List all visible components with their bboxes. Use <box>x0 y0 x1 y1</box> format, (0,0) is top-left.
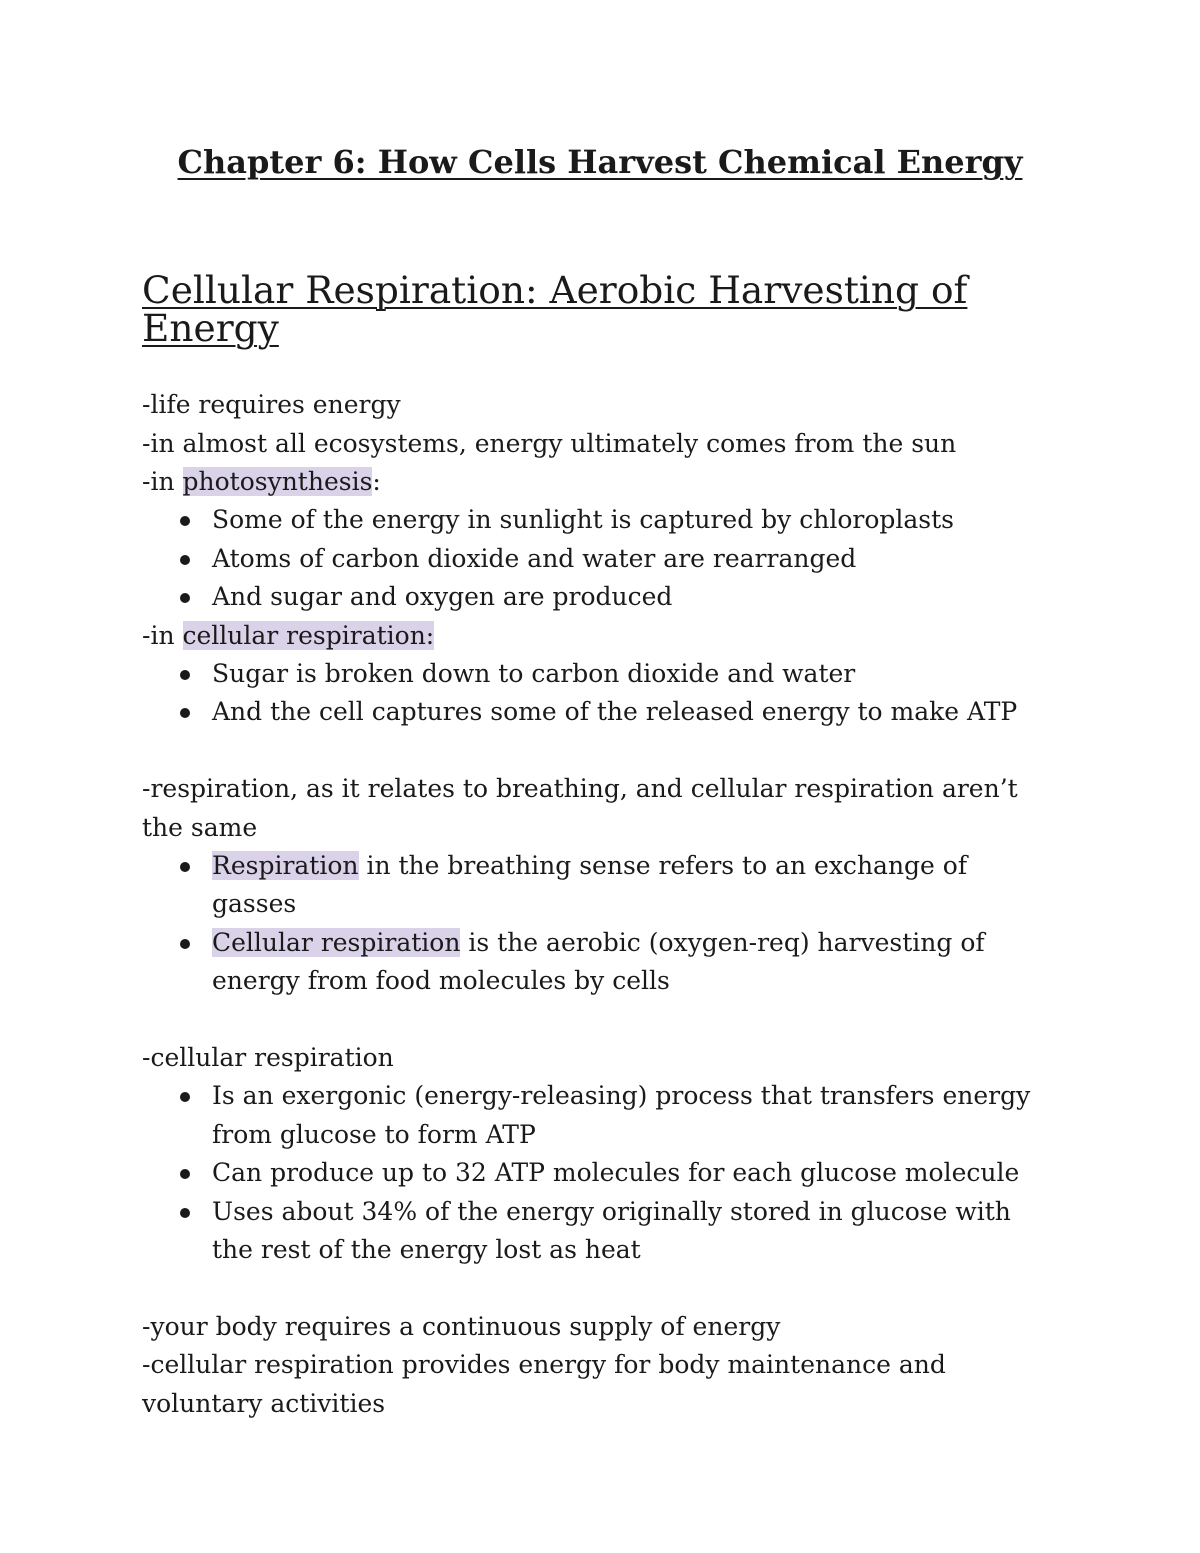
text-fragment: -in <box>142 620 183 650</box>
list-item <box>142 1077 1042 1154</box>
highlighted-term: cellular respiration: <box>182 620 435 650</box>
bullet-icon <box>180 593 190 603</box>
list-item-text: Atoms of carbon dioxide and water are rearranged <box>212 543 857 573</box>
bullet-icon <box>180 670 190 680</box>
text-line: -in almost all ecosystems, energy ultimately comes from the sun <box>142 428 957 458</box>
text-fragment: : <box>372 467 381 497</box>
highlighted-term: photosynthesis <box>182 467 373 497</box>
list-item <box>142 924 1042 1001</box>
list-item-text: Uses about 34% of the energy originally stored in glucose with the rest of the energy lost as heat <box>212 1196 1011 1265</box>
highlighted-term: Respiration <box>212 851 359 881</box>
text-fragment: -in <box>142 467 183 497</box>
list-item-text: And the cell captures some of the released energy to make ATP <box>212 697 1018 727</box>
text-line: -your body requires a continuous supply of energy <box>142 1311 781 1341</box>
highlighted-term: Cellular respiration <box>212 927 461 957</box>
text-line <box>142 617 1042 655</box>
list-item-text: Some of the energy in sunlight is captured by chloroplasts <box>212 505 955 535</box>
text-line: -life requires energy <box>142 390 401 420</box>
list-item-text: in the breathing sense refers to an exchange of gasses <box>212 851 968 919</box>
list-item <box>142 501 1042 539</box>
list-item <box>142 578 1042 616</box>
bullet-icon <box>180 1092 190 1102</box>
section-subheading: Cellular Respiration: Aerobic Harvesting of Energy <box>142 268 968 351</box>
list-item <box>142 1193 1042 1270</box>
spacer <box>142 732 1042 770</box>
list-item <box>142 693 1042 731</box>
respiration-bullet-list <box>142 655 1042 732</box>
bullet-icon <box>180 1169 190 1179</box>
list-item <box>142 847 1042 924</box>
bullet-icon <box>180 1208 190 1218</box>
list-item <box>142 655 1042 693</box>
list-item-text: Is an exergonic (energy-releasing) process that transfers energy from glucose to form ATP <box>212 1081 1031 1149</box>
text-line: -cellular respiration <box>142 1043 394 1073</box>
document-body <box>142 268 1042 1423</box>
list-item-text: Can produce up to 32 ATP molecules for each glucose molecule <box>212 1158 1020 1188</box>
spacer <box>142 1270 1042 1308</box>
list-item-text: is the aerobic (oxygen-req) harvesting of energy from food molecules by cells <box>212 927 985 996</box>
page-title: Chapter 6: How Cells Harvest Chemical Energy <box>177 143 1023 181</box>
spacer <box>142 348 1042 386</box>
bullet-icon <box>180 939 190 949</box>
bullet-icon <box>180 516 190 526</box>
bullet-icon <box>180 862 190 872</box>
list-item <box>142 540 1042 578</box>
text-line <box>142 463 1042 501</box>
list-item <box>142 1154 1042 1192</box>
list-item-text: And sugar and oxygen are produced <box>212 582 673 612</box>
spacer <box>142 1001 1042 1039</box>
bullet-icon <box>180 555 190 565</box>
breathing-bullet-list <box>142 847 1042 1001</box>
text-line: -respiration, as it relates to breathing, and cellular respiration aren’t the same <box>142 774 1018 842</box>
text-line: -cellular respiration provides energy for body maintenance and voluntary activities <box>142 1350 946 1418</box>
cellular-respiration-bullet-list <box>142 1077 1042 1269</box>
photosynthesis-bullet-list <box>142 501 1042 616</box>
bullet-icon <box>180 708 190 718</box>
list-item-text: Sugar is broken down to carbon dioxide and water <box>212 659 856 689</box>
